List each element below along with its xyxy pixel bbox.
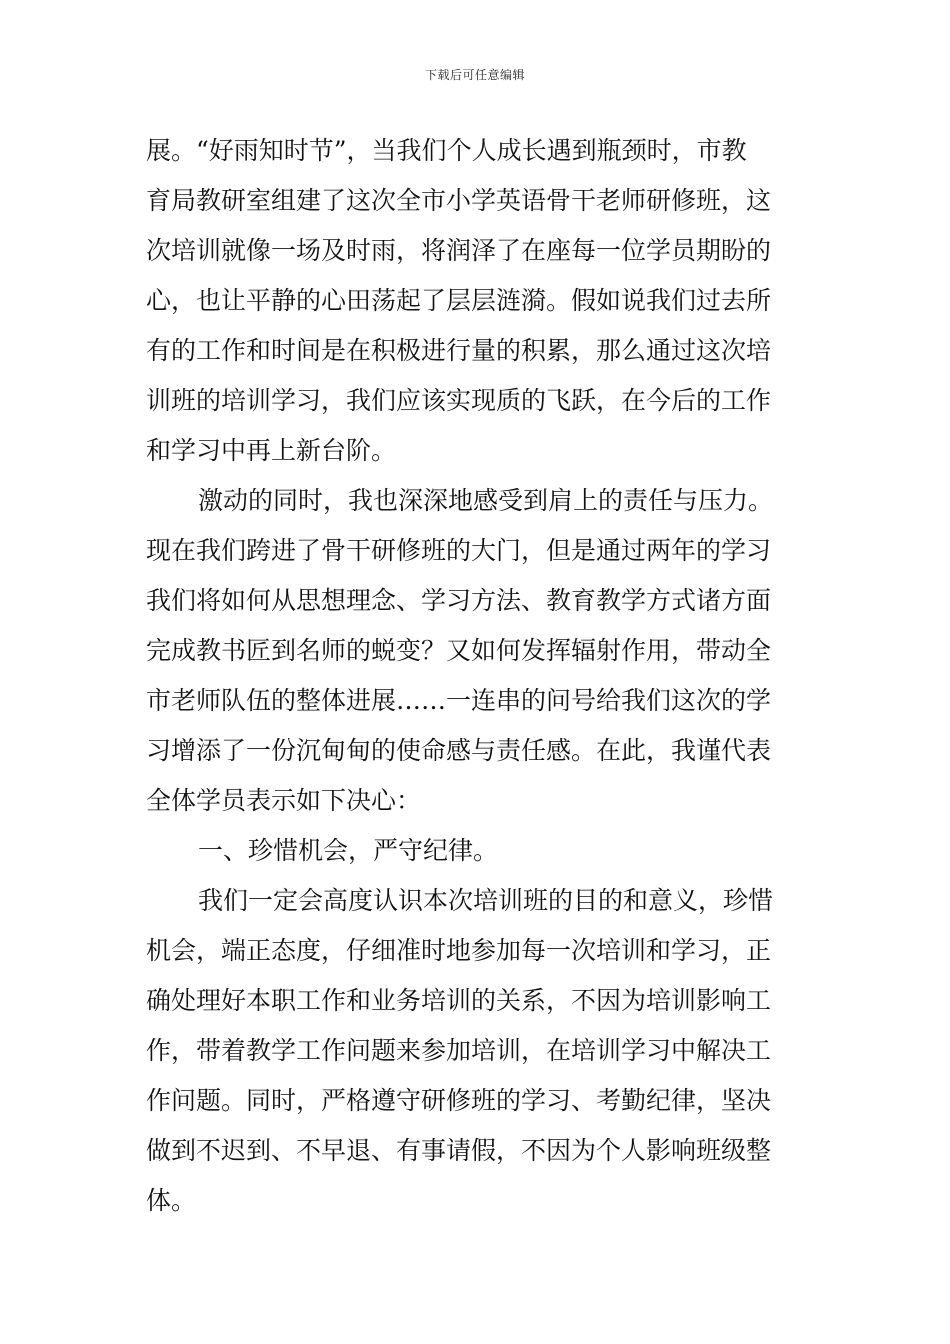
text-line: 确处理好本职工作和业务培训的关系，不因为培训影响工 (146, 986, 772, 1015)
text-line: 次培训就像一场及时雨，将润泽了在座每一位学员期盼的 (146, 236, 772, 265)
text-line: 心，也让平静的心田荡起了层层涟漪。假如说我们过去所 (146, 286, 772, 315)
text-line: 我们将如何从思想理念、学习方法、教育教学方式诸方面 (146, 586, 772, 615)
text-line: 育局教研室组建了这次全市小学英语骨干老师研修班，这 (146, 186, 772, 215)
text-line: 和学习中再上新台阶。 (146, 436, 397, 465)
section-heading: 一、珍惜机会，严守纪律。 (198, 836, 499, 865)
text-line: 做到不迟到、不早退、有事请假，不因为个人影响班级整 (146, 1136, 772, 1165)
text-line: 全体学员表示如下决心： (146, 786, 422, 815)
paragraph-first-line: 我们一定会高度认识本次培训班的目的和意义，珍惜 (198, 886, 774, 915)
text-line: 有的工作和时间是在积极进行量的积累，那么通过这次培 (146, 336, 772, 365)
text-line: 作，带着教学工作问题来参加培训，在培训学习中解决工 (146, 1036, 772, 1065)
text-line: 体。 (146, 1186, 197, 1215)
paragraph-first-line: 激动的同时，我也深深地感受到肩上的责任与压力。 (198, 486, 774, 515)
text-line: 市老师队伍的整体进展……一连串的问号给我们这次的学 (146, 686, 772, 715)
text-line: 机会，端正态度，仔细准时地参加每一次培训和学习，正 (146, 936, 772, 965)
text-line: 展。“好雨知时节”，当我们个人成长遇到瓶颈时，市教 (146, 136, 747, 165)
document-body (146, 126, 806, 1226)
text-line: 习增添了一份沉甸甸的使命感与责任感。在此，我谨代表 (146, 736, 772, 765)
text-line: 作问题。同时，严格遵守研修班的学习、考勤纪律，坚决 (146, 1086, 772, 1115)
text-line: 训班的培训学习，我们应该实现质的飞跃，在今后的工作 (146, 386, 772, 415)
text-line: 完成教书匠到名师的蜕变？又如何发挥辐射作用，带动全 (146, 636, 772, 665)
page-header-note: 下载后可任意编辑 (424, 68, 525, 82)
text-line: 现在我们跨进了骨干研修班的大门，但是通过两年的学习 (146, 536, 772, 565)
